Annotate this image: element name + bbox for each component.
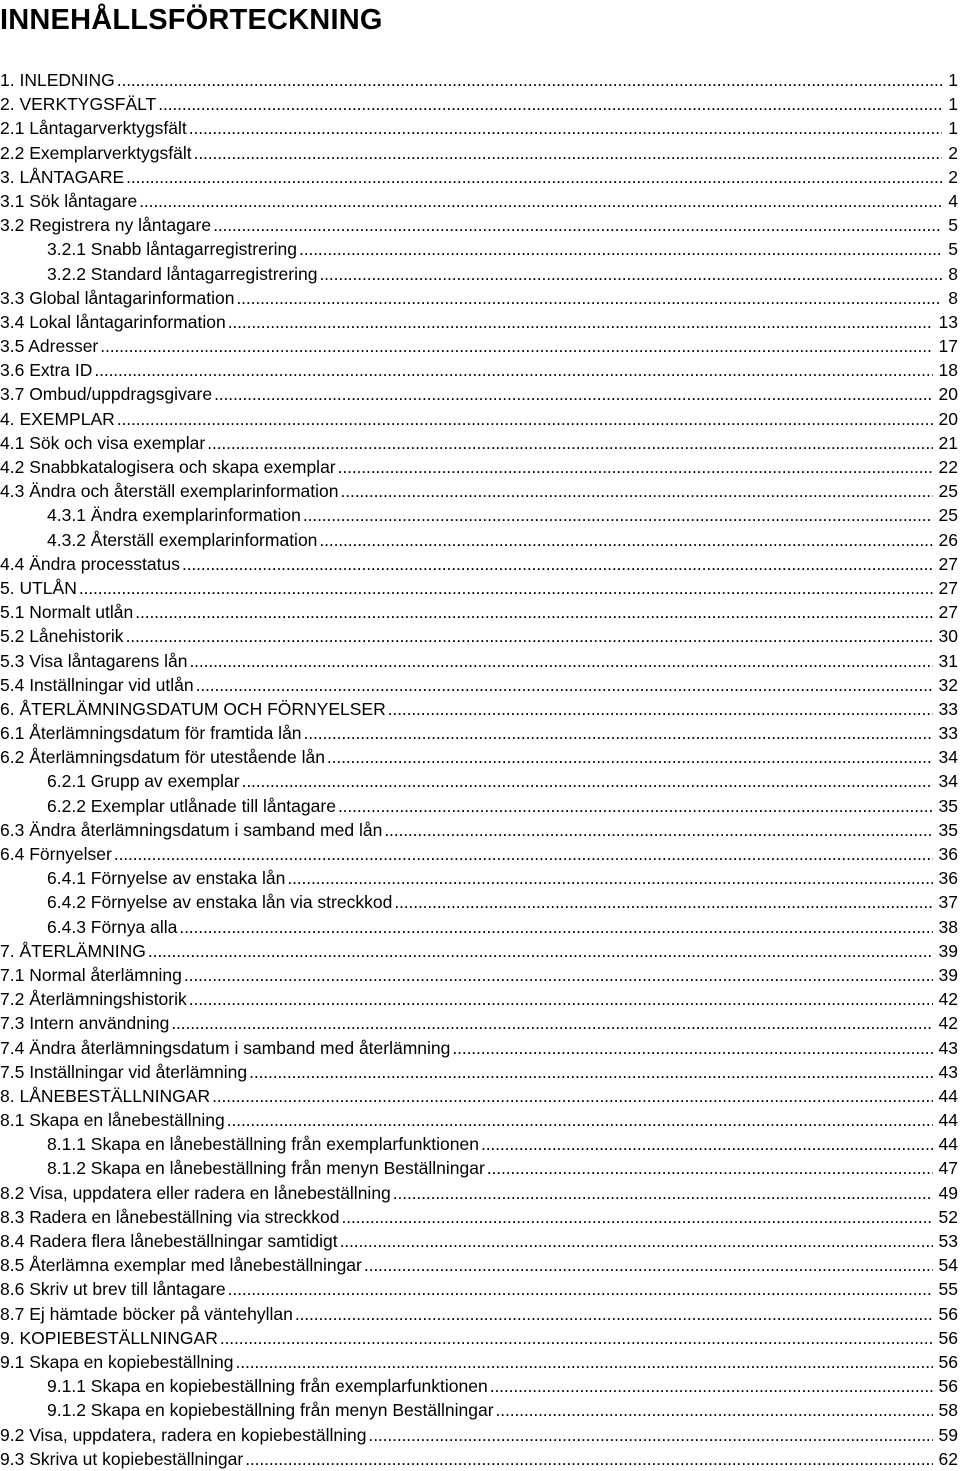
dot-leader <box>304 721 933 745</box>
toc-entry-label: 5.3 Visa låntagarens lån <box>0 650 188 671</box>
dot-leader <box>228 1277 933 1301</box>
toc-entry[interactable] <box>0 1132 960 1156</box>
toc-entry-label: 2. VERKTYGSFÄLT <box>0 94 157 115</box>
toc-entry-page-number: 54 <box>938 1255 958 1276</box>
toc-entry[interactable] <box>0 1374 960 1398</box>
toc-entry[interactable] <box>0 745 960 769</box>
dot-leader <box>242 769 933 793</box>
toc-entry-label: 3.4 Lokal låntagarinformation <box>0 311 226 332</box>
toc-entry-page-number: 32 <box>938 674 958 695</box>
toc-entry-page-number: 58 <box>938 1400 958 1421</box>
toc-entry[interactable] <box>0 141 960 165</box>
toc-entry[interactable] <box>0 165 960 189</box>
toc-entry-page-number: 42 <box>938 1013 958 1034</box>
toc-entry[interactable] <box>0 624 960 648</box>
toc-entry[interactable] <box>0 286 960 310</box>
toc-entry-page-number: 39 <box>938 940 958 961</box>
dot-leader <box>368 1423 932 1447</box>
toc-entry[interactable] <box>0 479 960 503</box>
dot-leader <box>245 1447 932 1471</box>
toc-entry-page-number: 52 <box>938 1206 958 1227</box>
toc-entry-page-number: 8 <box>948 287 958 308</box>
dot-leader <box>207 431 932 455</box>
dot-leader <box>287 866 932 890</box>
toc-entry-page-number: 27 <box>938 553 958 574</box>
toc-entry-label: 8.5 Återlämna exemplar med lånebeställningar <box>0 1255 362 1276</box>
toc-entry-label: 4.3.2 Återställ exemplarinformation <box>47 529 318 550</box>
toc-entry-page-number: 33 <box>938 723 958 744</box>
toc-entry-label: 7.1 Normal återlämning <box>0 964 182 985</box>
toc-entry[interactable] <box>0 382 960 406</box>
toc-entry-page-number: 5 <box>948 215 958 236</box>
toc-entry[interactable] <box>0 794 960 818</box>
dot-leader <box>182 552 933 576</box>
toc-entry-page-number: 37 <box>938 892 958 913</box>
toc-entry[interactable] <box>0 1350 960 1374</box>
toc-entry[interactable] <box>0 1084 960 1108</box>
toc-entry-label: 6.2 Återlämningsdatum för utestående lån <box>0 747 325 768</box>
toc-entry-label: 6.2.1 Grupp av exemplar <box>47 771 240 792</box>
toc-entry-page-number: 47 <box>938 1158 958 1179</box>
toc-entry-page-number: 62 <box>938 1448 958 1469</box>
toc-entry[interactable] <box>0 649 960 673</box>
toc-entry-page-number: 25 <box>938 481 958 502</box>
toc-entry[interactable] <box>0 769 960 793</box>
toc-entry-page-number: 30 <box>938 626 958 647</box>
toc-entry-label: 7.4 Ändra återlämningsdatum i samband med återlämning <box>0 1037 451 1058</box>
dot-leader <box>179 915 932 939</box>
toc-entry[interactable] <box>0 963 960 987</box>
toc-entry-label: 6.4.1 Förnyelse av enstaka lån <box>47 868 286 889</box>
dot-leader <box>340 1229 933 1253</box>
toc-entry[interactable] <box>0 576 960 600</box>
dot-leader <box>303 503 933 527</box>
toc-entry[interactable] <box>0 358 960 382</box>
dot-leader <box>189 649 932 673</box>
toc-entry-label: 5.2 Lånehistorik <box>0 626 124 647</box>
toc-entry-page-number: 20 <box>938 384 958 405</box>
toc-entry-page-number: 1 <box>948 94 958 115</box>
toc-entry[interactable] <box>0 1108 960 1132</box>
toc-entry-page-number: 21 <box>938 432 958 453</box>
toc-entry-label: 8.7 Ej hämtade böcker på väntehyllan <box>0 1303 293 1324</box>
toc-entry[interactable] <box>0 1302 960 1326</box>
toc-entry[interactable] <box>0 334 960 358</box>
toc-entry[interactable] <box>0 116 960 140</box>
toc-entry-page-number: 2 <box>948 142 958 163</box>
toc-entry-label: 3.6 Extra ID <box>0 360 93 381</box>
toc-entry[interactable] <box>0 1205 960 1229</box>
toc-entry-label: 8.1 Skapa en lånebeställning <box>0 1110 225 1131</box>
dot-leader <box>94 358 932 382</box>
toc-entry-label: 8.1.2 Skapa en lånebeställning från menyn Beställningar <box>47 1158 485 1179</box>
dot-leader <box>338 455 933 479</box>
toc-entry-label: 2.1 Låntagarverktygsfält <box>0 118 187 139</box>
dot-leader <box>341 479 933 503</box>
toc-entry-page-number: 1 <box>948 118 958 139</box>
toc-entry-page-number: 56 <box>938 1327 958 1348</box>
toc-entry-label: 4.3.1 Ändra exemplarinformation <box>47 505 301 526</box>
toc-entry[interactable] <box>0 528 960 552</box>
toc-entry[interactable] <box>0 1060 960 1084</box>
dot-leader <box>342 1205 933 1229</box>
toc-entry[interactable] <box>0 503 960 527</box>
toc-entry-page-number: 1 <box>948 70 958 90</box>
dot-leader <box>126 624 933 648</box>
toc-entry-page-number: 35 <box>938 795 958 816</box>
toc-entry[interactable] <box>0 915 960 939</box>
dot-leader <box>79 576 933 600</box>
toc-entry[interactable] <box>0 1326 960 1350</box>
toc-entry-page-number: 33 <box>938 698 958 719</box>
toc-entry-label: 3.2 Registrera ny låntagare <box>0 215 212 236</box>
toc-entry-label: 8.4 Radera flera lånebeställningar samtidigt <box>0 1231 338 1251</box>
toc-entry-page-number: 13 <box>938 311 958 332</box>
toc-entry-page-number: 56 <box>938 1376 958 1397</box>
toc-entry-label: 9.1.1 Skapa en kopiebeställning från exemplarfunktionen <box>47 1376 488 1397</box>
dot-leader <box>388 697 933 721</box>
toc-entry-label: 3.2.2 Standard låntagarregistrering <box>47 263 318 284</box>
toc-entry-page-number: 5 <box>948 239 958 260</box>
dot-leader <box>189 116 942 140</box>
dot-leader <box>212 1084 932 1108</box>
toc-entry-page-number: 26 <box>938 529 958 550</box>
toc-entry-page-number: 8 <box>948 263 958 284</box>
toc-entry[interactable] <box>0 842 960 866</box>
toc-entry[interactable] <box>0 818 960 842</box>
toc-entry-label: 9.3 Skriva ut kopiebeställningar <box>0 1448 244 1469</box>
page-title: INNEHÅLLSFÖRTECKNING <box>0 4 383 36</box>
toc-entry[interactable] <box>0 407 960 431</box>
toc-entry-label: 3.3 Global låntagarinformation <box>0 287 235 308</box>
toc-entry-page-number: 43 <box>938 1037 958 1058</box>
toc-entry-page-number: 53 <box>938 1231 958 1251</box>
toc-entry-page-number: 35 <box>938 819 958 840</box>
toc-entry-label: 4.1 Sök och visa exemplar <box>0 432 206 453</box>
dot-leader <box>158 92 942 116</box>
toc-entry-label: 6.1 Återlämningsdatum för framtida lån <box>0 723 302 744</box>
dot-leader <box>481 1132 933 1156</box>
toc-entry-label: 4.2 Snabbkatalogisera och skapa exemplar <box>0 457 336 477</box>
dot-leader <box>338 794 933 818</box>
toc-entry-page-number: 55 <box>938 1279 958 1300</box>
dot-leader <box>117 68 943 92</box>
dot-leader <box>196 673 933 697</box>
toc-entry[interactable] <box>0 1156 960 1180</box>
toc-entry[interactable] <box>0 939 960 963</box>
toc-entry-page-number: 38 <box>938 916 958 937</box>
toc-entry[interactable] <box>0 673 960 697</box>
dot-leader <box>126 165 942 189</box>
toc-entry[interactable] <box>0 1447 960 1471</box>
dot-leader <box>487 1156 933 1180</box>
toc-entry-page-number: 34 <box>938 771 958 792</box>
toc-entry-label: 4.4 Ändra processtatus <box>0 553 180 574</box>
dot-leader <box>236 286 942 310</box>
toc-entry[interactable] <box>0 310 960 334</box>
dot-leader <box>117 407 933 431</box>
dot-leader <box>189 987 933 1011</box>
toc-entry-label: 8.2 Visa, uppdatera eller radera en lånebeställning <box>0 1182 391 1203</box>
dot-leader <box>148 939 933 963</box>
toc-entry-label: 9.1 Skapa en kopiebeställning <box>0 1351 234 1372</box>
dot-leader <box>295 1302 933 1326</box>
dot-leader <box>393 1181 933 1205</box>
toc-entry-label: 4. EXEMPLAR <box>0 408 115 429</box>
toc-entry-label: 8.3 Radera en lånebeställning via streckkod <box>0 1206 340 1227</box>
toc-entry[interactable] <box>0 455 960 479</box>
toc-entry-label: 8.6 Skriv ut brev till låntagare <box>0 1279 226 1300</box>
toc-entry-label: 9.2 Visa, uppdatera, radera en kopiebeställning <box>0 1424 367 1445</box>
toc-entry-label: 1. INLEDNING <box>0 70 115 90</box>
dot-leader <box>299 237 942 261</box>
toc-entry[interactable] <box>0 1398 960 1422</box>
toc-entry[interactable] <box>0 431 960 455</box>
dot-leader <box>319 262 942 286</box>
toc-entry-label: 6.4.3 Förnya alla <box>47 916 178 937</box>
toc-entry-label: 6.4.2 Förnyelse av enstaka lån via streckkod <box>47 892 393 913</box>
toc-entry-page-number: 17 <box>938 336 958 357</box>
toc-entry-page-number: 44 <box>938 1134 958 1155</box>
toc-entry-label: 8.1.1 Skapa en lånebeställning från exemplarfunktionen <box>47 1134 479 1155</box>
dot-leader <box>214 382 932 406</box>
toc-entry[interactable] <box>0 721 960 745</box>
dot-leader <box>171 1011 932 1035</box>
dot-leader <box>249 1060 932 1084</box>
toc-entry[interactable] <box>0 1036 960 1060</box>
dot-leader <box>227 1108 933 1132</box>
toc-entry-page-number: 42 <box>938 989 958 1010</box>
toc-entry[interactable] <box>0 697 960 721</box>
dot-leader <box>135 600 932 624</box>
toc-entry-page-number: 31 <box>938 650 958 671</box>
toc-entry-label: 3.2.1 Snabb låntagarregistrering <box>47 239 298 260</box>
toc-entry-label: 3.5 Adresser <box>0 336 99 357</box>
toc-entry-page-number: 34 <box>938 747 958 768</box>
dot-leader <box>139 189 942 213</box>
dot-leader <box>364 1253 933 1277</box>
dot-leader <box>220 1326 933 1350</box>
toc-entry-page-number: 22 <box>938 457 958 477</box>
toc-entry[interactable] <box>0 866 960 890</box>
toc-entry-page-number: 4 <box>948 190 958 211</box>
toc-entry-page-number: 44 <box>938 1110 958 1131</box>
toc-entry-label: 7. ÅTERLÄMNING <box>0 940 146 961</box>
toc-entry[interactable] <box>0 890 960 914</box>
toc-entry[interactable] <box>0 1181 960 1205</box>
toc-entry-page-number: 27 <box>938 577 958 598</box>
toc-entry-label: 6. ÅTERLÄMNINGSDATUM OCH FÖRNYELSER <box>0 698 386 719</box>
toc-entry-page-number: 39 <box>938 964 958 985</box>
toc-entry[interactable] <box>0 1011 960 1035</box>
toc-entry[interactable] <box>0 987 960 1011</box>
toc-entry-page-number: 20 <box>938 408 958 429</box>
toc-entry[interactable] <box>0 92 960 116</box>
toc-entry[interactable] <box>0 213 960 237</box>
toc-entry[interactable] <box>0 237 960 261</box>
toc-entry-page-number: 56 <box>938 1303 958 1324</box>
toc-entry-page-number: 36 <box>938 868 958 889</box>
toc-entry[interactable] <box>0 1423 960 1447</box>
toc-entry-label: 7.2 Återlämningshistorik <box>0 989 187 1010</box>
dot-leader <box>384 818 932 842</box>
toc-entry-page-number: 36 <box>938 844 958 864</box>
dot-leader <box>490 1374 933 1398</box>
toc-entry-label: 2.2 Exemplarverktygsfält <box>0 142 192 163</box>
toc-entry-label: 6.4 Förnyelser <box>0 844 112 864</box>
toc-entry-label: 7.3 Intern användning <box>0 1013 170 1034</box>
toc-entry-label: 5.4 Inställningar vid utlån <box>0 674 194 695</box>
dot-leader <box>213 213 942 237</box>
toc-entry[interactable] <box>0 600 960 624</box>
toc-entry-page-number: 25 <box>938 505 958 526</box>
dot-leader <box>100 334 932 358</box>
dot-leader <box>327 745 933 769</box>
toc-entry-label: 6.3 Ändra återlämningsdatum i samband med lån <box>0 819 383 840</box>
toc-entry-page-number: 2 <box>948 166 958 187</box>
toc-entry-label: 9. KOPIEBESTÄLLNINGAR <box>0 1327 218 1348</box>
toc-entry[interactable] <box>0 68 960 92</box>
toc-entry-page-number: 27 <box>938 602 958 623</box>
dot-leader <box>114 842 933 866</box>
toc-entry[interactable] <box>0 1253 960 1277</box>
dot-leader <box>319 528 932 552</box>
dot-leader <box>496 1398 933 1422</box>
toc-entry-label: 6.2.2 Exemplar utlånade till låntagare <box>47 795 336 816</box>
dot-leader <box>184 963 933 987</box>
toc-entry-page-number: 44 <box>938 1085 958 1106</box>
dot-leader <box>452 1036 932 1060</box>
toc-entry-label: 3.7 Ombud/uppdragsgivare <box>0 384 213 405</box>
toc-entry-label: 3. LÅNTAGARE <box>0 166 125 187</box>
toc-entry-label: 4.3 Ändra och återställ exemplarinformation <box>0 481 339 502</box>
toc-entry[interactable] <box>0 552 960 576</box>
dot-leader <box>236 1350 933 1374</box>
toc-entry[interactable] <box>0 1229 960 1253</box>
toc-list <box>0 68 960 1471</box>
dot-leader <box>228 310 933 334</box>
toc-entry-label: 8. LÅNEBESTÄLLNINGAR <box>0 1085 211 1106</box>
toc-entry[interactable] <box>0 262 960 286</box>
toc-entry-page-number: 49 <box>938 1182 958 1203</box>
toc-entry-label: 9.1.2 Skapa en kopiebeställning från menyn Beställningar <box>47 1400 494 1421</box>
toc-entry-page-number: 43 <box>938 1061 958 1082</box>
dot-leader <box>194 141 943 165</box>
toc-entry-label: 7.5 Inställningar vid återlämning <box>0 1061 248 1082</box>
toc-entry-page-number: 59 <box>938 1424 958 1445</box>
toc-entry-label: 5.1 Normalt utlån <box>0 602 134 623</box>
toc-entry-label: 5. UTLÅN <box>0 577 77 598</box>
toc-entry-label: 3.1 Sök låntagare <box>0 190 138 211</box>
toc-entry-page-number: 56 <box>938 1351 958 1372</box>
toc-entry[interactable] <box>0 1277 960 1301</box>
toc-entry[interactable] <box>0 189 960 213</box>
toc-entry-page-number: 18 <box>938 360 958 381</box>
dot-leader <box>394 890 932 914</box>
